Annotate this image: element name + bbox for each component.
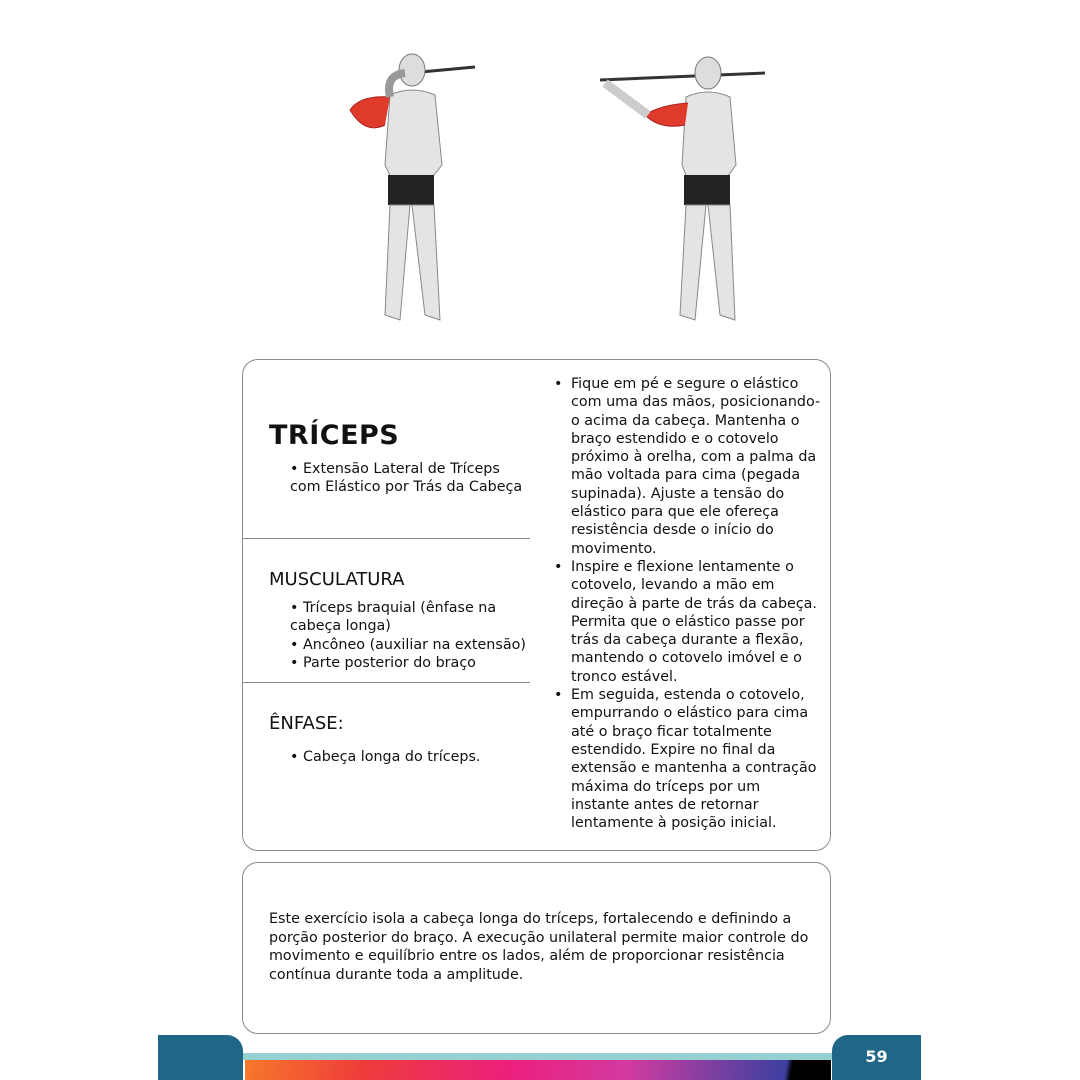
footer-gradient-bar xyxy=(245,1060,831,1080)
step-item: • Fique em pé e segure o elástico com uma das mãos, posicionando-o acima da cabeça. Mantenha o braço estendido e o cotovelo próximo à orelha, com a palma da mão voltada para cima (pegada supinada). Ajuste a tensão do elástico para que ele ofereça resistência desde o início do movimento. xyxy=(571,375,821,558)
exercise-card xyxy=(242,359,831,851)
exercise-figure-start xyxy=(330,45,490,335)
divider xyxy=(243,682,530,683)
exercise-figure-extended xyxy=(590,45,770,335)
steps-list xyxy=(571,375,821,832)
divider xyxy=(243,538,530,539)
page-number: 59 xyxy=(832,1035,921,1080)
step-item: • Inspire e flexione lentamente o cotovelo, levando a mão em direção à parte de trás da cabeça. Permita que o elástico passe por trás da cabeça durante a flexão, mantendo o cotovelo imóvel e o tronco estável. xyxy=(571,558,821,686)
muscles-heading: MUSCULATURA xyxy=(269,569,405,590)
muscle-item: • Tríceps braquial (ênfase na cabeça longa) xyxy=(290,600,497,635)
emphasis-text: • Cabeça longa do tríceps. xyxy=(290,749,481,765)
exercise-name: • Extensão Lateral de Tríceps com Elástico por Trás da Cabeça xyxy=(290,461,523,496)
emphasis-heading: ÊNFASE: xyxy=(269,713,344,734)
footer-left-block xyxy=(158,1035,243,1080)
muscles-list xyxy=(290,599,530,672)
summary-text: Este exercício isola a cabeça longa do tríceps, fortalecendo e definindo a porção posterior do braço. A execução unilateral permite maior controle do movimento e equilíbrio entre os lados, além de proporcionar resistência contínua durante toda a amplitude. xyxy=(269,911,809,983)
step-item: • Em seguida, estenda o cotovelo, empurrando o elástico para cima até o braço ficar totalmente estendido. Expire no final da extensão e mantenha a contração máxima do tríceps por um instante antes de retornar lentamente à posição inicial. xyxy=(571,686,821,832)
summary-card xyxy=(242,862,831,1034)
muscle-item: • Parte posterior do braço xyxy=(290,654,476,671)
muscle-item: • Ancôneo (auxiliar na extensão) xyxy=(290,636,526,653)
exercise-title: TRÍCEPS xyxy=(269,420,400,451)
footer-strip xyxy=(243,1053,833,1060)
